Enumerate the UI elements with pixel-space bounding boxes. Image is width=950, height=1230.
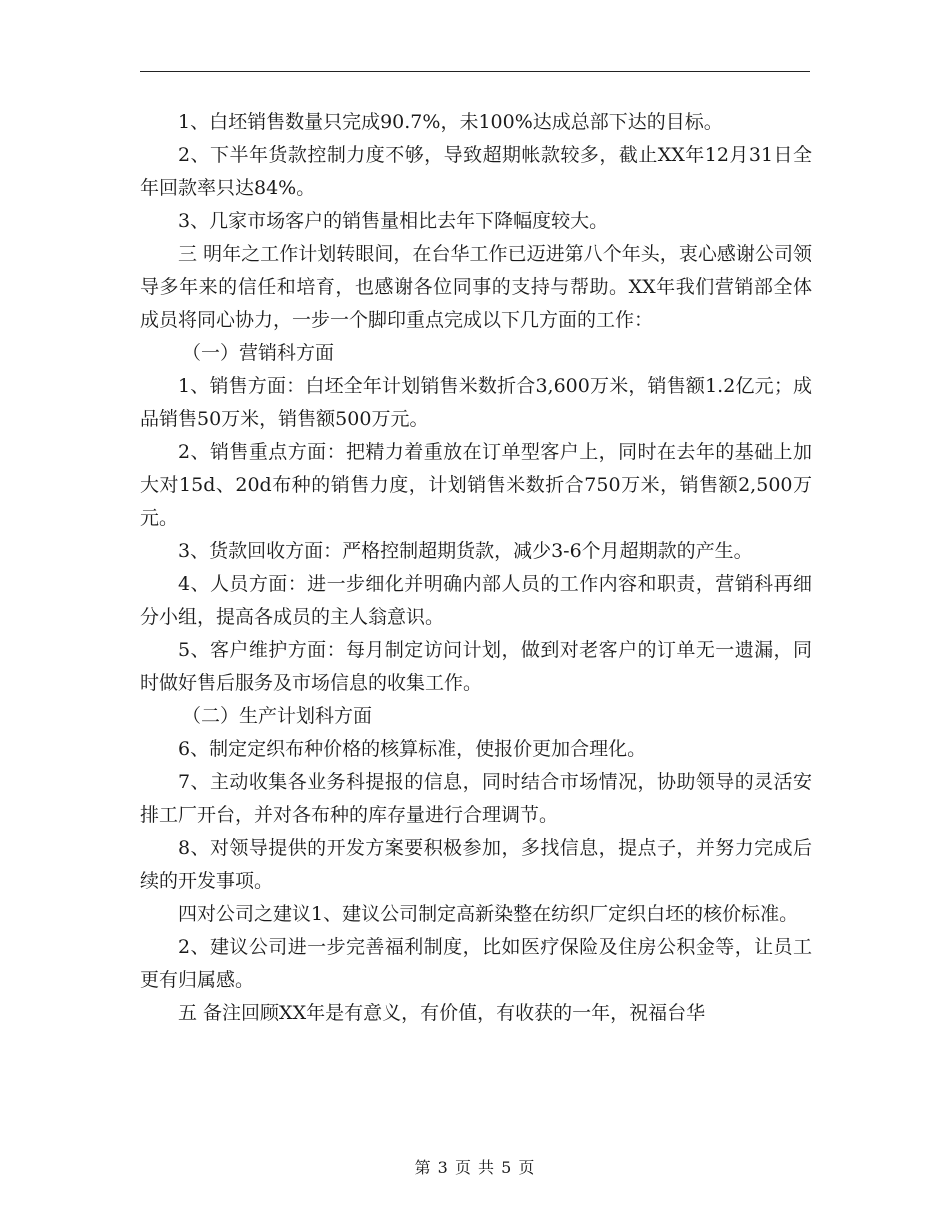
paragraph: 8、对领导提供的开发方案要积极参加，多找信息，提点子，并努力完成后续的开发事项。 xyxy=(140,837,812,892)
paragraph: 4、人员方面：进一步细化并明确内部人员的工作内容和职责，营销科再细分小组，提高各成员的主人翁意识。 xyxy=(140,573,812,628)
page-footer xyxy=(0,1155,950,1178)
footer-suffix: 页 xyxy=(518,1158,536,1177)
document-body xyxy=(140,106,812,1030)
paragraph: 三 明年之工作计划转眼间，在台华工作已迈进第八个年头，衷心感谢公司领导多年来的信任和培育，也感谢各位同事的支持与帮助。XX年我们营销部全体成员将同心协力，一步一个脚印重点完成以下几方面的工作： xyxy=(140,243,812,331)
footer-current-page: 3 xyxy=(437,1158,449,1177)
footer-middle: 页 共 xyxy=(454,1158,496,1177)
paragraph: 2、下半年货款控制力度不够，导致超期帐款较多，截止XX年12月31日全年回款率只达84%。 xyxy=(140,144,812,199)
paragraph: 四对公司之建议1、建议公司制定高新染整在纺织厂定织白坯的核价标准。 xyxy=(178,903,799,925)
paragraph: 2、建议公司进一步完善福利制度，比如医疗保险及住房公积金等，让员工更有归属感。 xyxy=(140,936,812,991)
section-heading: （一）营销科方面 xyxy=(182,342,335,364)
header-rule xyxy=(140,71,810,72)
paragraph: 1、白坯销售数量只完成90.7%，未100%达成总部下达的目标。 xyxy=(178,111,723,133)
paragraph: 2、销售重点方面：把精力着重放在订单型客户上，同时在去年的基础上加大对15d、20d布种的销售力度，计划销售米数折合750万米，销售额2,500万元。 xyxy=(140,441,812,529)
paragraph: 五 备注回顾XX年是有意义，有价值，有收获的一年，祝福台华 xyxy=(178,1002,706,1024)
footer-total-pages: 5 xyxy=(501,1158,513,1177)
paragraph: 5、客户维护方面：每月制定访问计划，做到对老客户的订单无一遗漏，同时做好售后服务及市场信息的收集工作。 xyxy=(140,639,812,694)
paragraph: 3、几家市场客户的销售量相比去年下降幅度较大。 xyxy=(178,210,609,232)
paragraph: 7、主动收集各业务科提报的信息，同时结合市场情况，协助领导的灵活安排工厂开台，并对各布种的库存量进行合理调节。 xyxy=(140,771,812,826)
paragraph: 6、制定定织布种价格的核算标准，使报价更加合理化。 xyxy=(178,738,647,760)
section-heading: （二）生产计划科方面 xyxy=(182,705,373,727)
paragraph: 3、货款回收方面：严格控制超期货款，减少3-6个月超期款的产生。 xyxy=(178,540,753,562)
paragraph: 1、销售方面：白坯全年计划销售米数折合3,600万米，销售额1.2亿元；成品销售50万米，销售额500万元。 xyxy=(140,375,812,430)
footer-prefix: 第 xyxy=(414,1158,432,1177)
